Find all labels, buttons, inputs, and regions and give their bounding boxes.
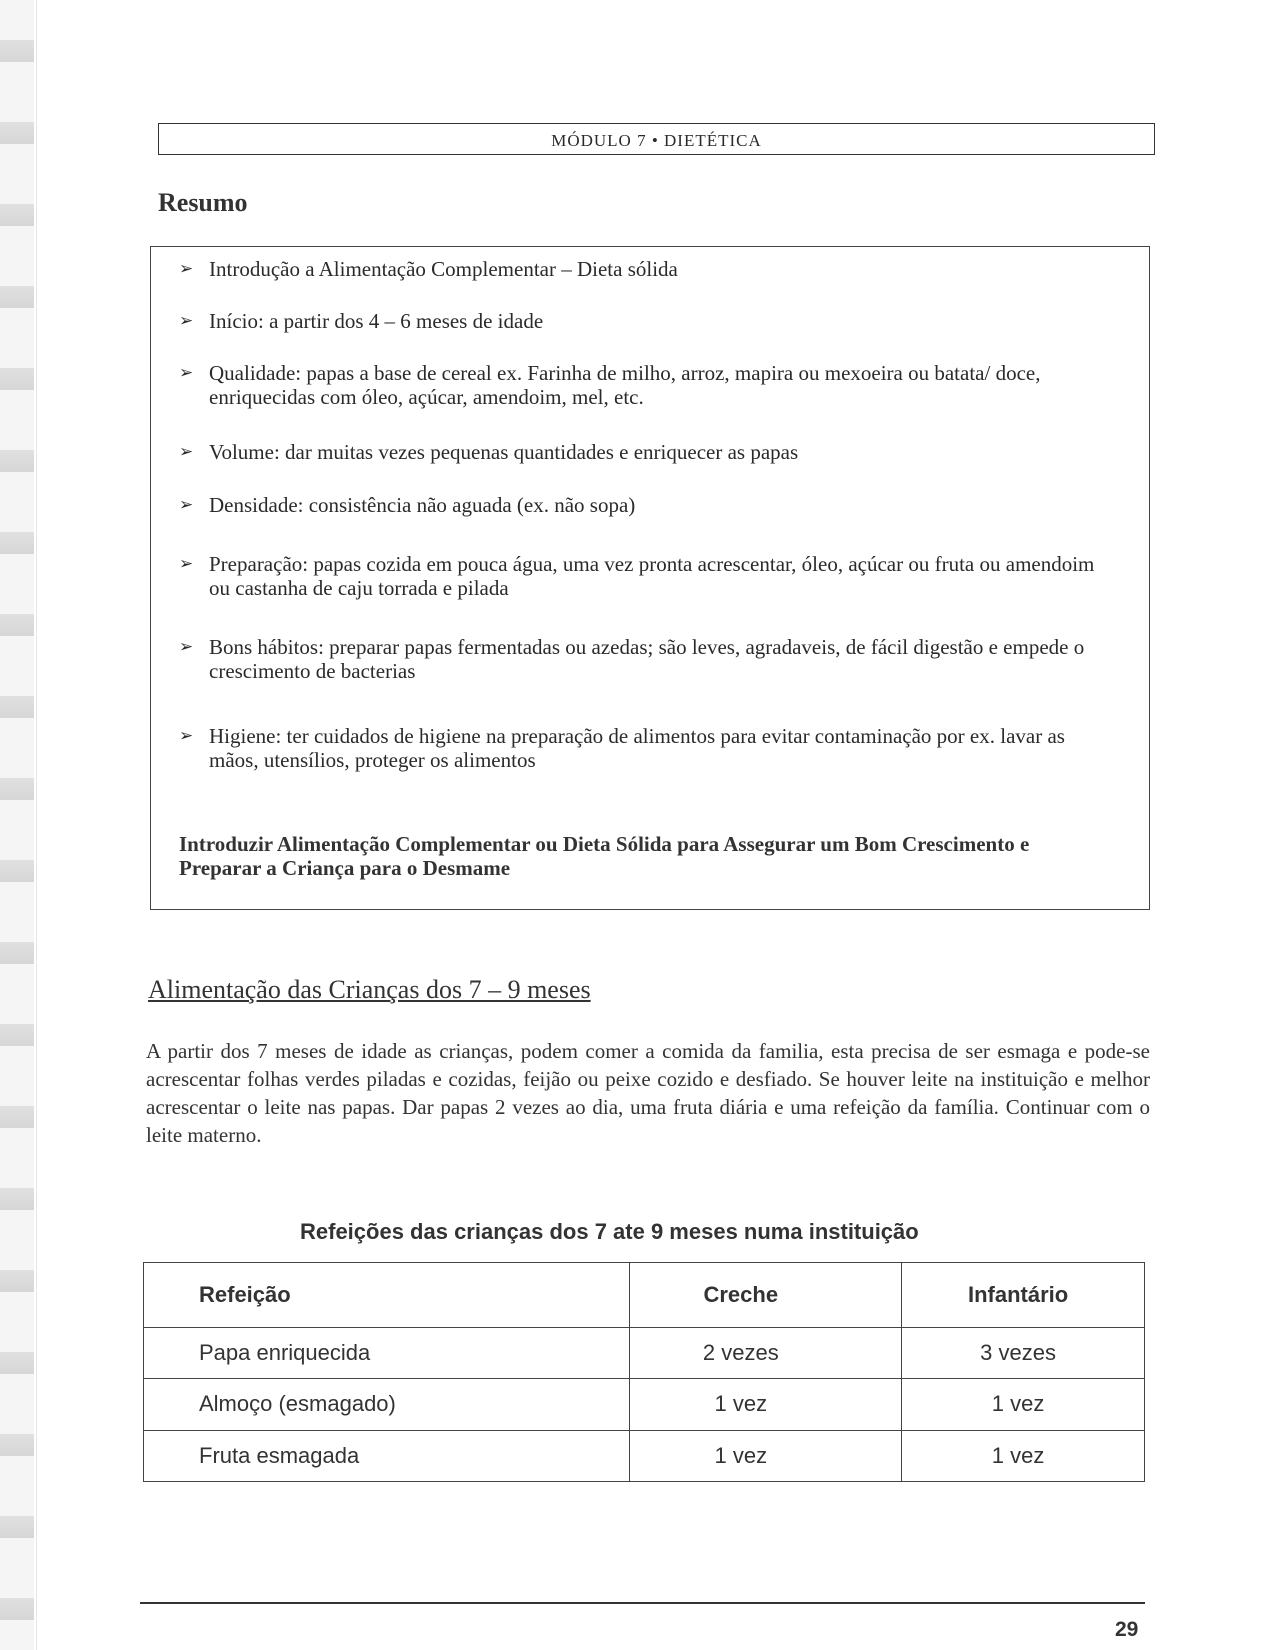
page-number: 29 (1115, 1618, 1139, 1641)
spiral-binding-edge (0, 0, 34, 1650)
table-row (144, 1379, 1145, 1430)
summary-conclusion: Introduzir Alimentação Complementar ou Dieta Sólida para Assegurar um Bom Crescimento e Preparar a Criança para o Desmame (179, 832, 1030, 880)
arrow-bullet-icon: ➢ (179, 259, 194, 279)
table-cell: 3 vezes (902, 1327, 1145, 1378)
summary-item-text: Qualidade: papas a base de cereal ex. Farinha de milho, arroz, mapira ou mexoeira ou batata/ doce, enriquecidas com óleo, açúcar, amendoim, mel, etc. (209, 361, 1041, 409)
table-cell: Fruta esmagada (144, 1430, 630, 1482)
summary-item (179, 493, 1109, 517)
table-cell: 1 vez (902, 1430, 1145, 1482)
summary-item-text: Introdução a Alimentação Complementar – Dieta sólida (209, 257, 678, 281)
binding-edge-line (36, 0, 37, 1650)
arrow-bullet-icon: ➢ (179, 637, 194, 657)
summary-box (150, 246, 1150, 910)
section-paragraph: A partir dos 7 meses de idade as crianças, podem comer a comida da familia, esta precisa de ser esmaga e pode-se acrescentar folhas verdes piladas e cozidas, feijão ou peixe cozido e desfiado. Se houver leite na instituição e melhor acrescentar o leite nas papas. Dar papas 2 vezes ao dia, uma fruta diária e uma refeição da família. Continuar com o leite materno. (146, 1039, 1150, 1147)
table-title: Refeições das crianças dos 7 ate 9 meses numa instituição (300, 1219, 919, 1244)
summary-item-text: Higiene: ter cuidados de higiene na preparação de alimentos para evitar contaminação por ex. lavar as mãos, utensílios, proteger os alimentos (209, 724, 1065, 772)
summary-item-text: Preparação: papas cozida em pouca água, uma vez pronta acrescentar, óleo, açúcar ou fruta ou amendoim ou castanha de caju torrada e pilada (209, 552, 1095, 600)
meals-table (143, 1262, 1145, 1482)
arrow-bullet-icon: ➢ (179, 554, 194, 574)
summary-item-text: Densidade: consistência não aguada (ex. não sopa) (209, 493, 636, 517)
table-header-row (144, 1263, 1145, 1328)
column-header-infantario: Infantário (902, 1263, 1145, 1328)
table-cell: 2 vezes (630, 1327, 902, 1378)
table-row (144, 1327, 1145, 1378)
summary-item (179, 552, 1109, 600)
summary-item (179, 309, 1109, 333)
footer-rule (140, 1602, 1145, 1604)
arrow-bullet-icon: ➢ (179, 363, 194, 383)
table-cell: 1 vez (630, 1379, 902, 1430)
arrow-bullet-icon: ➢ (179, 442, 194, 462)
summary-item-text: Início: a partir dos 4 – 6 meses de idade (209, 309, 544, 333)
summary-item (179, 361, 1109, 409)
arrow-bullet-icon: ➢ (179, 311, 194, 331)
summary-item (179, 440, 1109, 464)
module-header: MÓDULO 7 • DIETÉTICA (158, 123, 1155, 155)
column-header-creche: Creche (630, 1263, 902, 1328)
summary-title: Resumo (158, 188, 248, 217)
summary-item-text: Bons hábitos: preparar papas fermentadas ou azedas; são leves, agradaveis, de fácil digestão e empede o crescimento de bacterias (209, 635, 1085, 683)
arrow-bullet-icon: ➢ (179, 726, 194, 746)
section-title: Alimentação das Crianças dos 7 – 9 meses (148, 975, 591, 1004)
summary-item (179, 257, 1109, 281)
summary-item-text: Volume: dar muitas vezes pequenas quantidades e enriquecer as papas (209, 440, 799, 464)
arrow-bullet-icon: ➢ (179, 495, 194, 515)
column-header-meal: Refeição (144, 1263, 630, 1328)
table-row (144, 1430, 1145, 1482)
table-cell: Almoço (esmagado) (144, 1379, 630, 1430)
table-cell: 1 vez (630, 1430, 902, 1482)
summary-item (179, 635, 1109, 683)
table-cell: 1 vez (902, 1379, 1145, 1430)
summary-item (179, 724, 1109, 772)
table-cell: Papa enriquecida (144, 1327, 630, 1378)
